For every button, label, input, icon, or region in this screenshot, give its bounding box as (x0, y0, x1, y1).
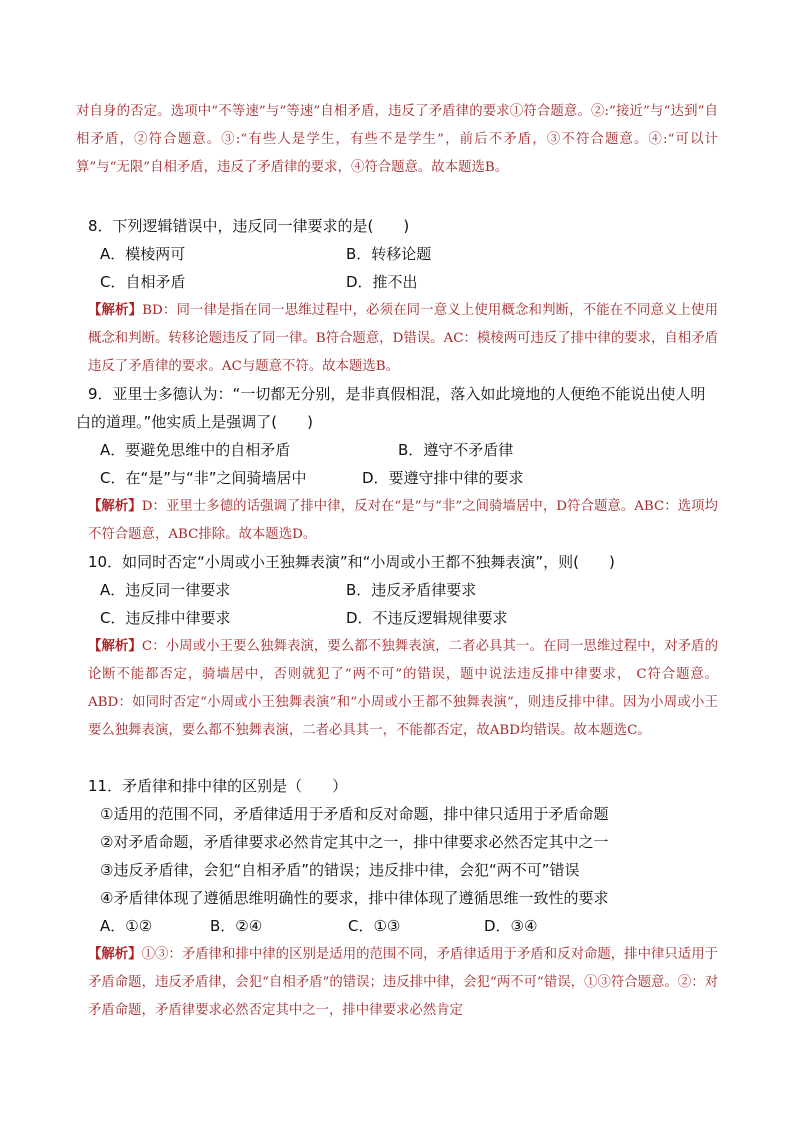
question-9-analysis: 【解析】D：亚里士多德的话强调了排中律，反对在“是”与“非”之间骑墙居中，D符合题意。ABC：选项均不符合题意，ABC排除。故本题选D。 (88, 498, 718, 542)
question-11-analysis: 【解析】①③：矛盾律和排中律的区别是适用的范围不同，矛盾律适用于矛盾和反对命题，排中律只适用于矛盾命题，违反矛盾律，会犯“自相矛盾”的错误；违反排中律，会犯“两不可”错误，①③符合题意。②：对矛盾命题，矛盾律要求必然否定其中之一，排中律要求必然肯定 (88, 946, 718, 1018)
q8-option-b[interactable]: B．转移论题 (346, 245, 432, 263)
q11-option-b[interactable]: B．②④ (210, 917, 263, 935)
question-9-options-row-2 (100, 464, 718, 492)
previous-explanation: 对自身的否定。选项中“不等速”与“等速”自相矛盾，违反了矛盾律的要求①符合题意。②:“接近”与“达到”自相矛盾，②符合题意。③:“有些人是学生，有些不是学生”，前后不矛盾，③不符合题意。④:“可以计算”与“无限”自相矛盾，违反了矛盾律的要求，④符合题意。故本题选B。 (76, 104, 718, 175)
analysis-tag: 【解析】 (88, 498, 142, 514)
q8-option-d[interactable]: D．推不出 (346, 273, 418, 291)
question-9-stem: 9．亚里士多德认为：“一切都无分别，是非真假相混，落入如此境地的人便绝不能说出使人明白的道理。”他实质上是强调了( ) (76, 385, 706, 431)
analysis-tag: 【解析】 (88, 946, 142, 962)
q10-option-a[interactable]: A．违反同一律要求 (100, 581, 231, 599)
q8-option-c[interactable]: C．自相矛盾 (100, 273, 186, 291)
q11-statement-3: ③违反矛盾律，会犯“自相矛盾”的错误；违反排中律，会犯“两不可”错误 (100, 861, 580, 879)
q9-option-a[interactable]: A．要避免思维中的自相矛盾 (100, 441, 291, 459)
q10-option-d[interactable]: D．不违反逻辑规律要求 (346, 609, 508, 627)
q11-statement-1: ①适用的范围不同，矛盾律适用于矛盾和反对命题，排中律只适用于矛盾命题 (100, 805, 609, 823)
question-11-options (100, 912, 718, 940)
q11-option-a[interactable]: A．①② (100, 917, 153, 935)
question-10-options-row-2 (100, 604, 718, 632)
q9-option-c[interactable]: C．在“是”与“非”之间骑墙居中 (100, 469, 307, 487)
question-10-options-row-1 (100, 576, 718, 604)
q8-option-a[interactable]: A．模棱两可 (100, 245, 186, 263)
question-8-stem: 8．下列逻辑错误中，违反同一律要求的是( ) (88, 217, 410, 235)
question-8-analysis: 【解析】BD：同一律是指在同一思维过程中，必须在同一意义上使用概念和判断，不能在不同意义上使用概念和判断。转移论题违反了同一律。B符合题意，D错误。AC：模棱两可违反了排中律的要求，自相矛盾违反了矛盾律的要求。AC与题意不符。故本题选B。 (88, 302, 718, 374)
question-8-options-row-2 (100, 268, 718, 296)
q9-option-b[interactable]: B．遵守不矛盾律 (398, 441, 514, 459)
question-8-options-row-1 (100, 240, 718, 268)
q10-option-b[interactable]: B．违反矛盾律要求 (346, 581, 477, 599)
question-11-stem: 11．矛盾律和排中律的区别是（ ） (88, 777, 348, 795)
q10-option-c[interactable]: C．违反排中律要求 (100, 609, 231, 627)
q11-option-d[interactable]: D．③④ (484, 917, 538, 935)
q11-statement-2: ②对矛盾命题，矛盾律要求必然肯定其中之一，排中律要求必然否定其中之一 (100, 833, 609, 851)
q9-option-d[interactable]: D．要遵守排中律的要求 (362, 469, 524, 487)
q11-statement-4: ④矛盾律体现了遵循思维明确性的要求，排中律体现了遵循思维一致性的要求 (100, 889, 609, 907)
question-9-options-row-1 (100, 436, 718, 464)
q11-option-c[interactable]: C．①③ (348, 917, 401, 935)
analysis-tag: 【解析】 (88, 638, 142, 654)
question-10-stem: 10．如同时否定“小周或小王独舞表演”和“小周或小王都不独舞表演”，则( ) (88, 553, 615, 571)
question-10-analysis: 【解析】C：小周或小王要么独舞表演，要么都不独舞表演，二者必具其一。在同一思维过程中，对矛盾的论断不能都否定，骑墙居中，否则就犯了“两不可”的错误，题中说法违反排中律要求， C符合题意。ABD：如同时否定“小周或小王独舞表演”和“小周或小王都不独舞表演”，则违反排中律。因为小周或小王要么独舞表演，要么都不独舞表演，二者必具其一，不能都否定，故ABD均错误。故本题选C。 (88, 638, 718, 738)
analysis-tag: 【解析】 (88, 302, 143, 318)
